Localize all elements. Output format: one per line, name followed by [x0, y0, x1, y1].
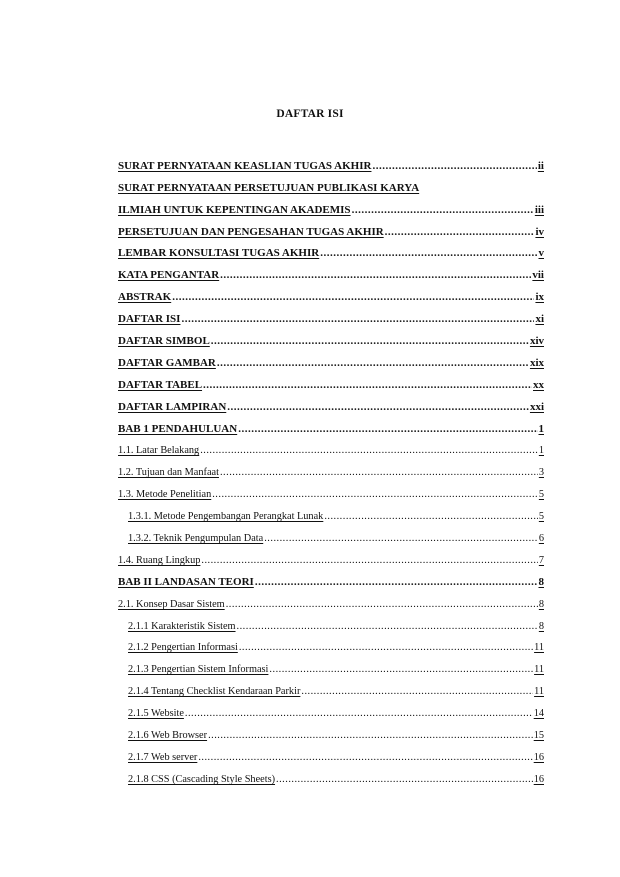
toc-entry-label: BAB 1 PENDAHULUAN: [118, 422, 238, 435]
toc-leader-dots: [185, 708, 533, 719]
toc-entry[interactable]: [118, 259, 544, 281]
toc-entry-page-number: 11: [534, 642, 544, 654]
toc-entry[interactable]: [118, 435, 544, 457]
toc-entry-page-number: 3: [538, 467, 544, 479]
toc-entry[interactable]: [118, 566, 544, 588]
toc-entry[interactable]: [118, 347, 544, 369]
toc-entry-label: 1.3.1. Metode Pengembangan Perangkat Lunak: [128, 511, 324, 523]
toc-entry-page-number: xix: [529, 356, 544, 369]
toc-entry[interactable]: [118, 522, 544, 544]
toc-entry-label: 2.1.2 Pengertian Informasi: [128, 642, 238, 654]
toc-entry[interactable]: [118, 544, 544, 566]
toc-entry-page-number: ix: [535, 291, 544, 304]
toc-entry-page-number: 1: [538, 445, 544, 457]
toc-entry[interactable]: [118, 741, 544, 763]
toc-entry-page-number: 16: [533, 773, 544, 785]
toc-entry-label: BAB II LANDASAN TEORI: [118, 575, 254, 588]
toc-leader-dots: [220, 269, 531, 281]
toc-entry-page-number: 5: [538, 489, 544, 501]
toc-leader-dots: [352, 204, 534, 216]
toc-entry[interactable]: [118, 763, 544, 785]
toc-leader-dots: [181, 313, 534, 325]
page-title: DAFTAR ISI: [276, 108, 344, 120]
toc-entry-label: 2.1.8 CSS (Cascading Style Sheets): [128, 773, 276, 785]
toc-entry-label: SURAT PERNYATAAN PERSETUJUAN PUBLIKASI KARYA: [118, 181, 420, 194]
toc-entry-label: 2.1.4 Tentang Checklist Kendaraan Parkir: [128, 686, 301, 698]
toc-entry-page-number: iv: [535, 225, 544, 238]
toc-entry-page-number: ii: [537, 159, 544, 172]
toc-entry[interactable]: [118, 325, 544, 347]
toc-entry-page-number: 7: [538, 554, 544, 566]
toc-entry-label: 2.1.5 Website: [128, 708, 184, 720]
toc-leader-dots: [255, 576, 538, 588]
toc-entry-label: DAFTAR TABEL: [118, 378, 203, 391]
toc-entry-label: LEMBAR KONSULTASI TUGAS AKHIR: [118, 247, 320, 260]
toc-entry-label: 1.2. Tujuan dan Manfaat: [118, 467, 219, 479]
toc-entry-page-number: xx: [533, 378, 544, 391]
toc-leader-dots: [385, 226, 535, 238]
toc-entry-label: PERSETUJUAN DAN PENGESAHAN TUGAS AKHIR: [118, 225, 384, 238]
toc-entry[interactable]: [118, 172, 544, 194]
toc-entry[interactable]: [118, 456, 544, 478]
toc-entry-page-number: 8: [538, 598, 544, 610]
toc-leader-dots: [226, 599, 538, 610]
toc-entry-label: SURAT PERNYATAAN KEASLIAN TUGAS AKHIR: [118, 159, 372, 172]
toc-entry-page-number: 16: [533, 751, 544, 763]
toc-entry[interactable]: [118, 391, 544, 413]
toc-entry[interactable]: [118, 238, 544, 260]
toc-entry[interactable]: [118, 719, 544, 741]
toc-entry[interactable]: [118, 369, 544, 391]
toc-entry[interactable]: [118, 303, 544, 325]
toc-entry[interactable]: [118, 150, 544, 172]
toc-leader-dots: [276, 774, 533, 785]
toc-entry-label: 2.1.1 Karakteristik Sistem: [128, 620, 236, 632]
toc-entry[interactable]: [118, 632, 544, 654]
toc-entry-page-number: xi: [535, 313, 544, 326]
toc-entry[interactable]: [118, 500, 544, 522]
toc-entry-label: ABSTRAK: [118, 291, 172, 304]
toc-entry[interactable]: [118, 281, 544, 303]
toc-leader-dots: [227, 401, 529, 413]
toc-leader-dots: [198, 752, 532, 763]
toc-leader-dots: [320, 247, 537, 259]
toc-entry-page-number: v: [538, 247, 544, 260]
toc-entry[interactable]: [118, 610, 544, 632]
toc-leader-dots: [264, 533, 538, 544]
toc-leader-dots: [239, 642, 533, 653]
toc-leader-dots: [208, 730, 533, 741]
toc-entry-label: DAFTAR ISI: [118, 313, 181, 326]
toc-entry[interactable]: [118, 478, 544, 500]
toc-entry-label: 2.1.6 Web Browser: [128, 730, 208, 742]
toc-entry-label: 1.3.2. Teknik Pengumpulan Data: [128, 533, 264, 545]
toc-entry-label: DAFTAR LAMPIRAN: [118, 400, 227, 413]
toc-entry-page-number: 11: [534, 686, 544, 698]
toc-leader-dots: [172, 291, 534, 303]
toc-entry-label: DAFTAR SIMBOL: [118, 335, 210, 348]
toc-leader-dots: [217, 357, 529, 369]
toc-entry-page-number: 5: [538, 511, 544, 523]
toc-entry-label: 2.1.7 Web server: [128, 751, 198, 763]
toc-leader-dots: [238, 423, 537, 435]
toc-entry-label: 1.3. Metode Penelitian: [118, 489, 212, 501]
toc-entry-page-number: 11: [534, 664, 544, 676]
toc-entry-label: 1.1. Latar Belakang: [118, 445, 200, 457]
toc-leader-dots: [211, 335, 529, 347]
toc-entry-page-number: 6: [538, 533, 544, 545]
toc-entry-label: KATA PENGANTAR: [118, 269, 220, 282]
toc-leader-dots: [200, 445, 538, 456]
toc-entry[interactable]: [118, 697, 544, 719]
toc-leader-dots: [203, 379, 532, 391]
toc-entry[interactable]: [118, 216, 544, 238]
toc-entry-page-number: xiv: [529, 335, 544, 348]
toc-leader-dots: [301, 686, 533, 697]
toc-entry-page-number: 15: [533, 730, 544, 742]
toc-leader-dots: [372, 160, 536, 172]
toc-entry-page-number: vii: [532, 269, 544, 282]
toc-entry-label: 1.4. Ruang Lingkup: [118, 554, 201, 566]
table-of-contents: [118, 150, 544, 785]
toc-leader-dots: [237, 621, 538, 632]
toc-entry[interactable]: [118, 675, 544, 697]
toc-entry-page-number: 8: [538, 575, 544, 588]
toc-leader-dots: [324, 511, 538, 522]
toc-entry-page-number: iii: [534, 203, 544, 216]
toc-entry-label: DAFTAR GAMBAR: [118, 356, 216, 369]
toc-entry-label: 2.1. Konsep Dasar Sistem: [118, 598, 225, 610]
toc-leader-dots: [201, 555, 537, 566]
toc-entry-label: 2.1.3 Pengertian Sistem Informasi: [128, 664, 269, 676]
toc-entry[interactable]: [118, 588, 544, 610]
toc-entry-page-number: 1: [538, 422, 544, 435]
toc-entry-page-number: xxi: [529, 400, 544, 413]
toc-entry[interactable]: [118, 413, 544, 435]
toc-leader-dots: [220, 467, 538, 478]
toc-leader-dots: [212, 489, 538, 500]
toc-entry-page-number: 14: [533, 708, 544, 720]
toc-entry[interactable]: [118, 653, 544, 675]
toc-entry-page-number: 8: [538, 620, 544, 632]
toc-leader-dots: [269, 664, 533, 675]
toc-entry-label: ILMIAH UNTUK KEPENTINGAN AKADEMIS: [118, 203, 351, 216]
toc-entry[interactable]: [118, 194, 544, 216]
